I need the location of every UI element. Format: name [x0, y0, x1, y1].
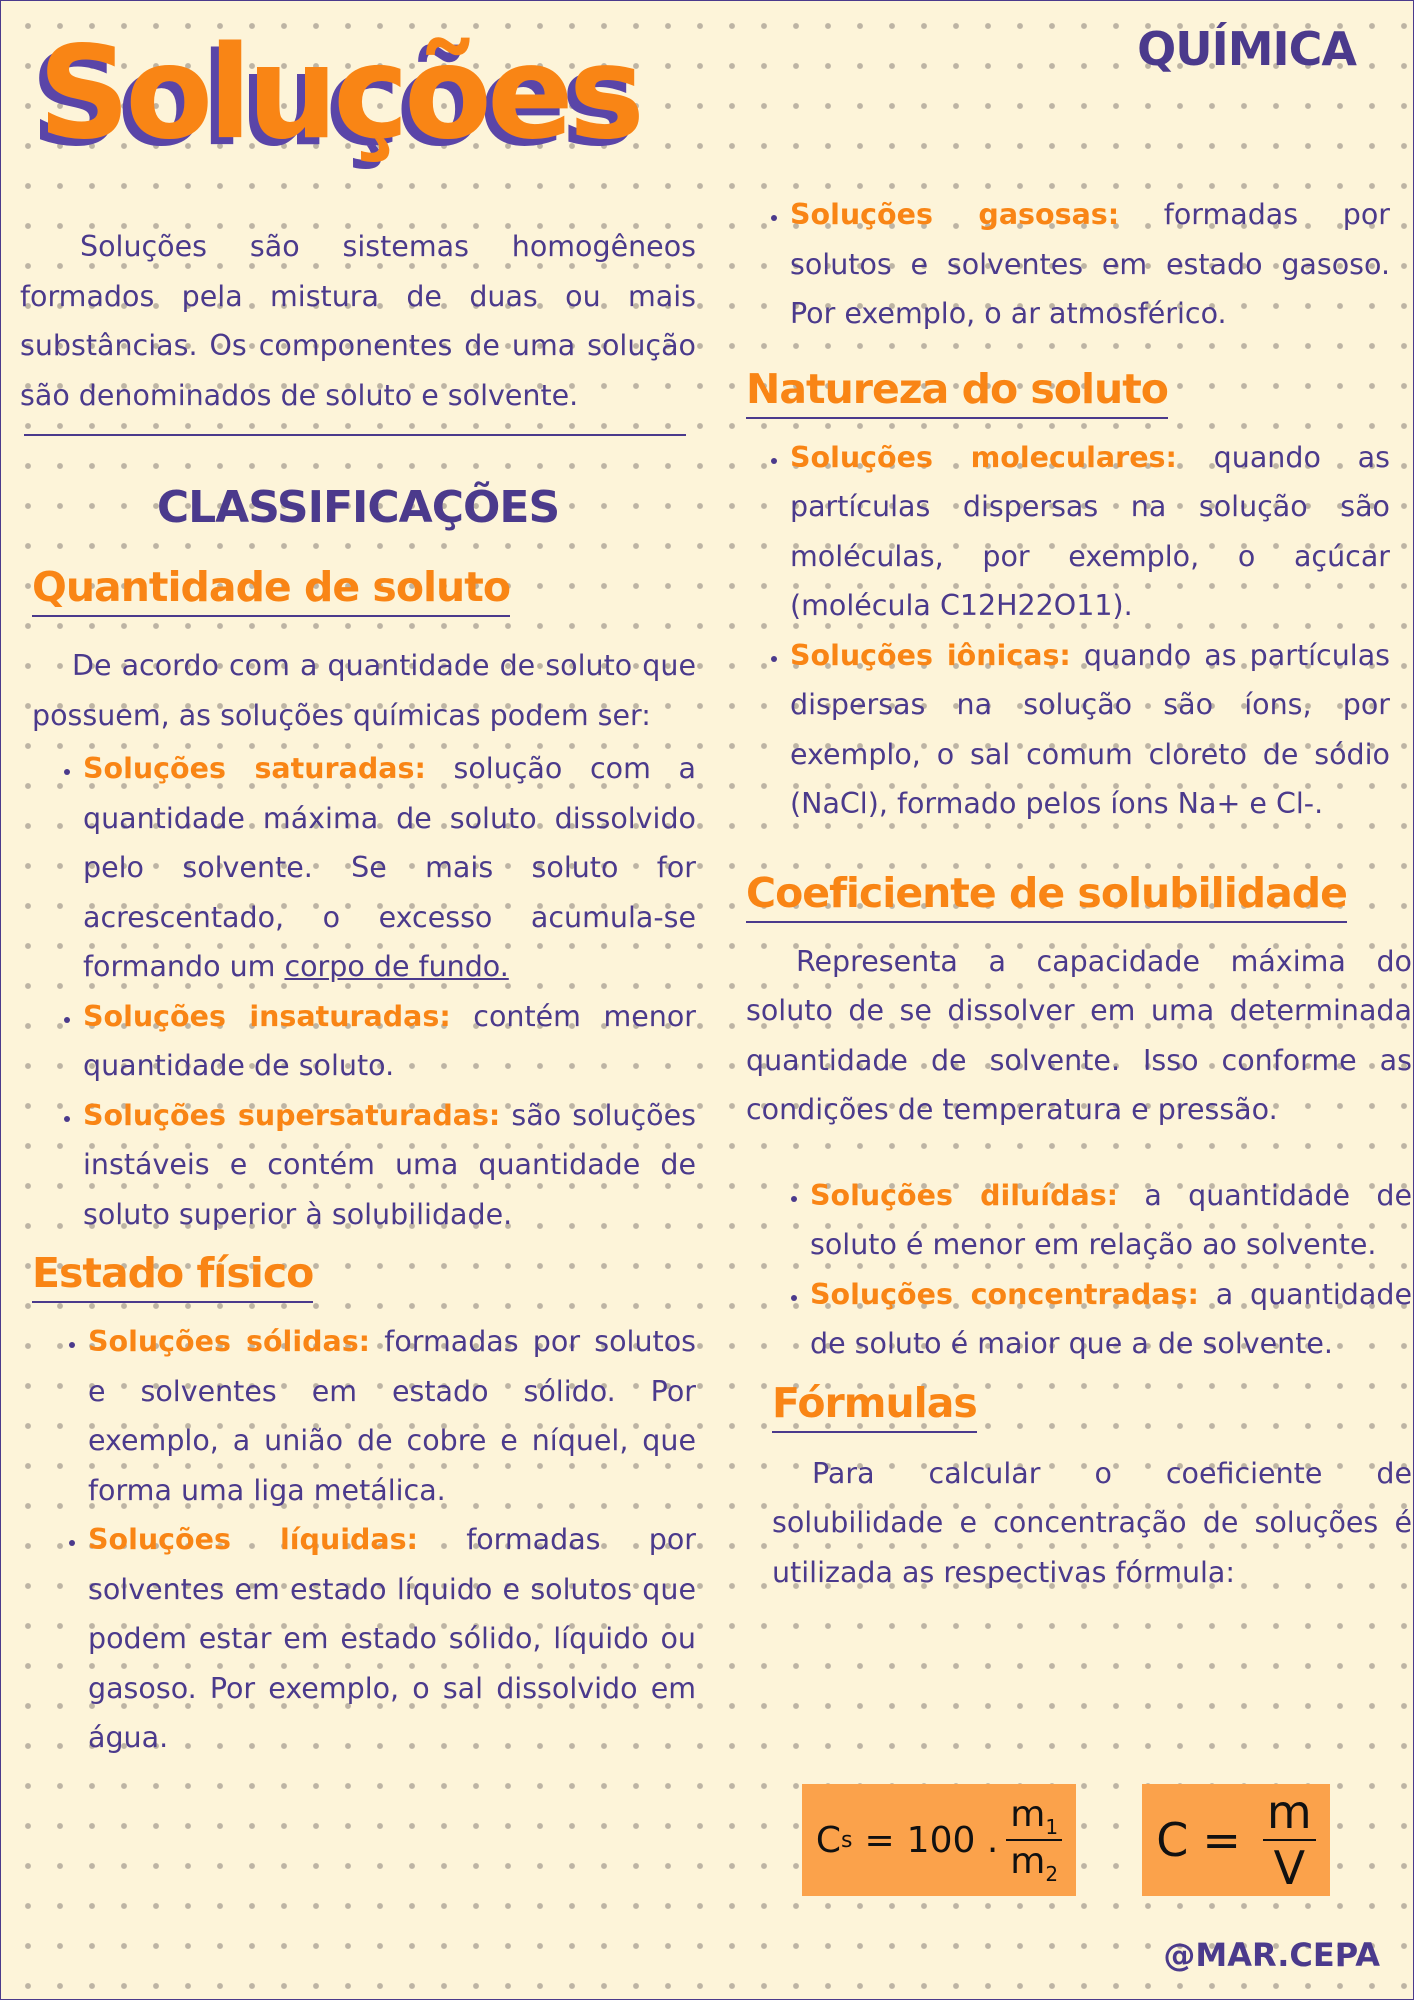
list-item	[790, 631, 1390, 829]
denominator-sub: 2	[1045, 1862, 1059, 1887]
item-label: Soluções sólidas:	[88, 1325, 371, 1358]
formula-fraction	[1006, 1794, 1062, 1886]
list-item	[810, 1270, 1412, 1369]
item-label: Soluções líquidas:	[88, 1523, 418, 1556]
list-item	[88, 1317, 696, 1515]
item-text: quando as partículas dispersas na solução são moléculas, por exemplo, o açúcar (molécula C12H22O11).	[790, 440, 1390, 622]
formula-factor: 100 .	[906, 1819, 999, 1861]
item-text: formadas por solutos e solventes em estado gasoso. Por exemplo, o ar atmosférico.	[790, 198, 1390, 330]
section-divider	[24, 434, 686, 436]
natureza-section	[746, 361, 1412, 829]
fraction-numerator: m	[1263, 1785, 1316, 1841]
natureza-heading: Natureza do soluto	[746, 361, 1168, 419]
left-column	[20, 222, 696, 1763]
formulas-heading: Fórmulas	[772, 1375, 977, 1433]
right-column	[746, 190, 1412, 1597]
author-handle: @MAR.CEPA	[1163, 1936, 1380, 1974]
list-item	[88, 1515, 696, 1763]
coeficiente-heading: Coeficiente de solubilidade	[746, 865, 1347, 923]
list-item	[810, 1171, 1412, 1270]
estado-section	[20, 1245, 696, 1763]
item-label: Soluções gasosas:	[790, 198, 1120, 231]
item-label: Soluções saturadas:	[83, 752, 426, 785]
classificacoes-heading: CLASSIFICAÇÕES	[156, 482, 560, 533]
formula-lhs-sub: s	[841, 1827, 853, 1853]
intro-paragraph: Soluções são sistemas homogêneos formados pela mistura de duas ou mais substâncias. Os componentes de uma solução são denominados de soluto e solvente.	[20, 230, 696, 412]
estado-list	[32, 1317, 696, 1763]
coeficiente-paragraph: Representa a capacidade máxima do soluto de se dissolver em uma determinada quantidade de solvente. Isso conforme as condições de temperatura e pressão.	[746, 944, 1412, 1126]
item-text: quando as partículas dispersas na solução são íons, por exemplo, o sal comum cloreto de sódio (NaCl), formado pelos íons Na+ e Cl-.	[790, 638, 1391, 820]
item-text: a quantidade de soluto é maior que a de solvente.	[810, 1277, 1412, 1360]
fraction-denominator: V	[1273, 1841, 1306, 1895]
list-item	[790, 433, 1390, 631]
item-label: Soluções iônicas:	[790, 638, 1071, 672]
quantidade-heading: Quantidade de soluto	[32, 559, 510, 617]
item-label: Soluções insaturadas:	[83, 999, 451, 1033]
numerator-sub: 1	[1045, 1815, 1059, 1839]
formula-equals: =	[864, 1819, 895, 1861]
item-text: formadas por solventes em estado líquido e solutos que podem estar em estado sólido, líquido ou gasoso. Por exemplo, o sal dissolvido em água.	[88, 1523, 696, 1754]
estado-list-continued	[746, 190, 1390, 339]
solubility-formula	[802, 1784, 1076, 1896]
formula-lhs: C	[1156, 1813, 1189, 1867]
item-label: Soluções moleculares:	[790, 440, 1177, 474]
item-text: formadas por solutos e solventes em estado sólido. Por exemplo, a união de cobre e níquel, que forma uma liga metálica.	[88, 1325, 696, 1507]
list-item	[83, 744, 696, 992]
fraction-numerator: m	[1010, 1793, 1046, 1835]
item-text: a quantidade de soluto é menor em relação ao solvente.	[810, 1178, 1412, 1261]
formulas-paragraph: Para calcular o coeficiente de solubilidade e concentração de soluções é utilizada as respectivas fórmula:	[772, 1456, 1412, 1589]
item-text: são soluções instáveis e contém uma quantidade de soluto superior à solubilidade.	[83, 1098, 696, 1231]
item-text: contém menor quantidade de soluto.	[83, 999, 696, 1082]
natureza-list	[746, 433, 1390, 829]
fraction-denominator: m	[1010, 1841, 1046, 1882]
estado-heading: Estado físico	[32, 1245, 313, 1303]
formula-fraction	[1263, 1785, 1316, 1895]
concentration-formula	[1142, 1784, 1330, 1896]
subject-label: QUÍMICA	[1137, 22, 1356, 76]
corpo-de-fundo-text: corpo de fundo.	[284, 950, 509, 983]
formula-lhs: C	[815, 1819, 842, 1861]
item-label: Soluções diluídas:	[810, 1178, 1119, 1212]
coeficiente-list	[746, 1171, 1412, 1369]
formula-equals: =	[1202, 1813, 1241, 1867]
list-item	[83, 992, 696, 1091]
item-label: Soluções concentradas:	[810, 1277, 1199, 1311]
quantidade-paragraph: De acordo com a quantidade de soluto que possuem, as soluções químicas podem ser:	[32, 649, 696, 732]
quantidade-list	[32, 744, 696, 1239]
item-label: Soluções supersaturadas:	[83, 1098, 501, 1132]
list-item	[83, 1091, 696, 1240]
coeficiente-section	[746, 865, 1412, 1369]
page-title: Soluções	[38, 19, 640, 168]
quantidade-section	[20, 559, 696, 1239]
list-item	[790, 190, 1390, 339]
formulas-section	[746, 1375, 1412, 1598]
item-text: solução com a quantidade máxima de soluto dissolvido pelo solvente. Se mais soluto for acrescentado, o excesso acumula-se formando um	[83, 752, 696, 983]
